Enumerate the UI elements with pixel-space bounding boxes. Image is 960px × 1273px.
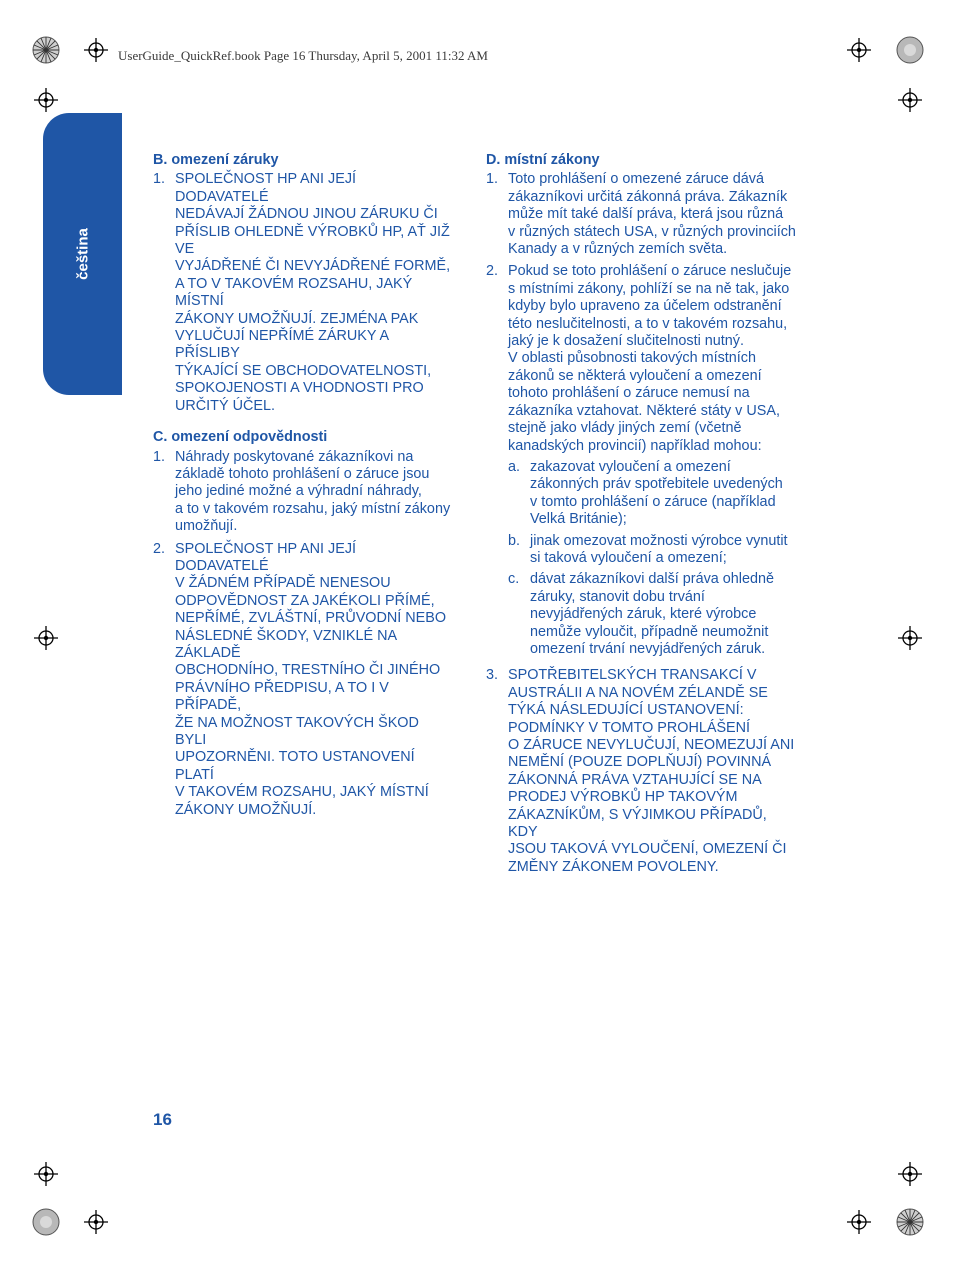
item-body (508, 263, 791, 662)
section-d-item-3 (486, 667, 796, 876)
registration-mark-icon (898, 1162, 922, 1186)
starburst-mark-icon (32, 1208, 60, 1236)
registration-mark-icon (898, 626, 922, 650)
starburst-mark-icon (896, 36, 924, 64)
item-text: Toto prohlášení o omezené záruce dává zákazníkovi určitá zákonná práva. Zákazník může mít také další práva, která jsou různá v různých státech USA, v různých provinciích Kanady a v různých zemích světa. (508, 171, 796, 258)
subitem-a (508, 459, 791, 529)
registration-mark-icon (898, 88, 922, 112)
section-b-item-1 (153, 171, 453, 415)
section-c-item-2 (153, 541, 453, 820)
registration-mark-icon (34, 88, 58, 112)
section-c-heading: C. omezení odpovědnosti (153, 429, 328, 446)
registration-mark-icon (34, 626, 58, 650)
item-number: 2. (153, 540, 166, 557)
language-tab (43, 113, 122, 395)
registration-mark-icon (34, 1162, 58, 1186)
subitem-letter: b. (508, 532, 521, 549)
section-b-heading: B. omezení záruky (153, 152, 279, 168)
subitem-letter: c. (508, 571, 520, 588)
item-text: SPOLEČNOST HP ANI JEJÍ DODAVATELÉ NEDÁVAJÍ ŽÁDNOU JINOU ZÁRUKU ČI PŘÍSLIB OHLEDNĚ VÝROBKŮ HP, AŤ JIŽ VE VYJÁDŘENÉ ČI NEVYJÁDŘENÉ FORMĚ, A TO V TAKOVÉM ROZSAHU, JAKÝ MÍSTNÍ ZÁKONY UMOŽŇUJÍ. ZEJMÉNA PAK VYLUČUJÍ NEPŘÍMÉ ZÁRUKY A PŘÍSLIBY TÝKAJÍCÍ SE OBCHODOVATELNOSTI, SPOKOJENOSTI A VHODNOSTI PRO URČITÝ ÚČEL. (175, 171, 451, 414)
registration-mark-icon (847, 1210, 871, 1234)
section-d-heading: D. místní zákony (486, 152, 600, 168)
subitem-c (508, 571, 791, 658)
item-text: Pokud se toto prohlášení o záruce neslučuje s místními zákony, pohlíží se na ně tak, jako kdyby bylo upraveno za účelem odstranění této neslučitelnosti, a to v takovém rozsahu, jaký je k dosažení slučitelnosti nutný. V oblasti působnosti takových místních zákonů se některá vyloučení a omezení tohoto prohlášení o záruce nemusí na zákazníka vztahovat. Některé státy v USA, stejně jako vlády jiných zemí (včetně kanadských provincií) například mohou: (508, 263, 792, 454)
left-column (153, 152, 453, 824)
starburst-mark-icon (896, 1208, 924, 1236)
item-number: 2. (486, 263, 499, 280)
subitem-letter: a. (508, 458, 521, 475)
right-column (486, 152, 796, 881)
print-header: UserGuide_QuickRef.book Page 16 Thursday, April 5, 2001 11:32 AM (118, 48, 488, 63)
page-number: 16 (153, 1110, 172, 1129)
subitem-text: jinak omezovat možnosti výrobce vynutit si taková vyloučení a omezení; (530, 532, 788, 566)
item-text: Náhrady poskytované zákazníkovi na základě tohoto prohlášení o záruce jsou jeho jediné možné a výhradní náhrady, a to v takovém rozsahu, jaký místní zákony umožňují. (175, 448, 451, 535)
registration-mark-icon (84, 1210, 108, 1234)
item-number: 1. (153, 171, 166, 188)
subitem-text: zakazovat vyloučení a omezení zákonných práv spotřebitele uvedených v tomto prohlášení o záruce (například Velká Británie); (530, 458, 783, 528)
item-number: 1. (486, 171, 499, 188)
section-d-item-1 (486, 171, 796, 258)
item-text: SPOTŘEBITELSKÝCH TRANSAKCÍ V AUSTRÁLII A NA NOVÉM ZÉLANDĚ SE TÝKÁ NÁSLEDUJÍCÍ USTANOVENÍ: PODMÍNKY V TOMTO PROHLÁŠENÍ O ZÁRUCE NEVYLUČUJÍ, NEOMEZUJÍ ANI NEMĚNÍ (POUZE DOPLŇUJÍ) POVINNÁ ZÁKONNÁ PRÁVA VZTAHUJÍCÍ SE NA PRODEJ VÝROBKŮ HP TAKOVÝM ZÁKAZNÍKŮM, S VÝJIMKOU PŘÍPADŮ, KDY JSOU TAKOVÁ VYLOUČENÍ, OMEZENÍ ČI ZMĚNY ZÁKONEM POVOLENY. (508, 667, 795, 875)
registration-mark-icon (847, 38, 871, 62)
item-number: 3. (486, 667, 499, 684)
starburst-mark-icon (32, 36, 60, 64)
subitem-b (508, 533, 791, 568)
section-d-item-2 (486, 263, 796, 662)
subitem-text: dávat zákazníkovi další práva ohledně záruky, stanovit dobu trvání nevyjádřených záruk, které výrobce nemůže vyloučit, případně neumožnit omezení trvání nevyjádřených záruk. (530, 571, 774, 657)
item-text: SPOLEČNOST HP ANI JEJÍ DODAVATELÉ V ŽÁDNÉM PŘÍPADĚ NENESOU ODPOVĚDNOST ZA JAKÉKOLI PŘÍMÉ, NEPŘÍMÉ, ZVLÁŠTNÍ, PRŮVODNÍ NEBO NÁSLEDNÉ ŠKODY, VZNIKLÉ NA ZÁKLADĚ OBCHODNÍHO, TRESTNÍHO ČI JINÉHO PRÁVNÍHO PŘEDPISU, A TO I V PŘÍPADĚ, ŽE NA MOŽNOST TAKOVÝCH ŠKOD BYLI UPOZORNĚNI. TOTO USTANOVENÍ PLATÍ V TAKOVÉM ROZSAHU, JAKÝ MÍSTNÍ ZÁKONY UMOŽŇUJÍ. (175, 540, 447, 818)
registration-mark-icon (84, 38, 108, 62)
section-c-item-1 (153, 449, 453, 536)
language-tab-label: čeština (74, 228, 91, 280)
item-number: 1. (153, 448, 166, 465)
